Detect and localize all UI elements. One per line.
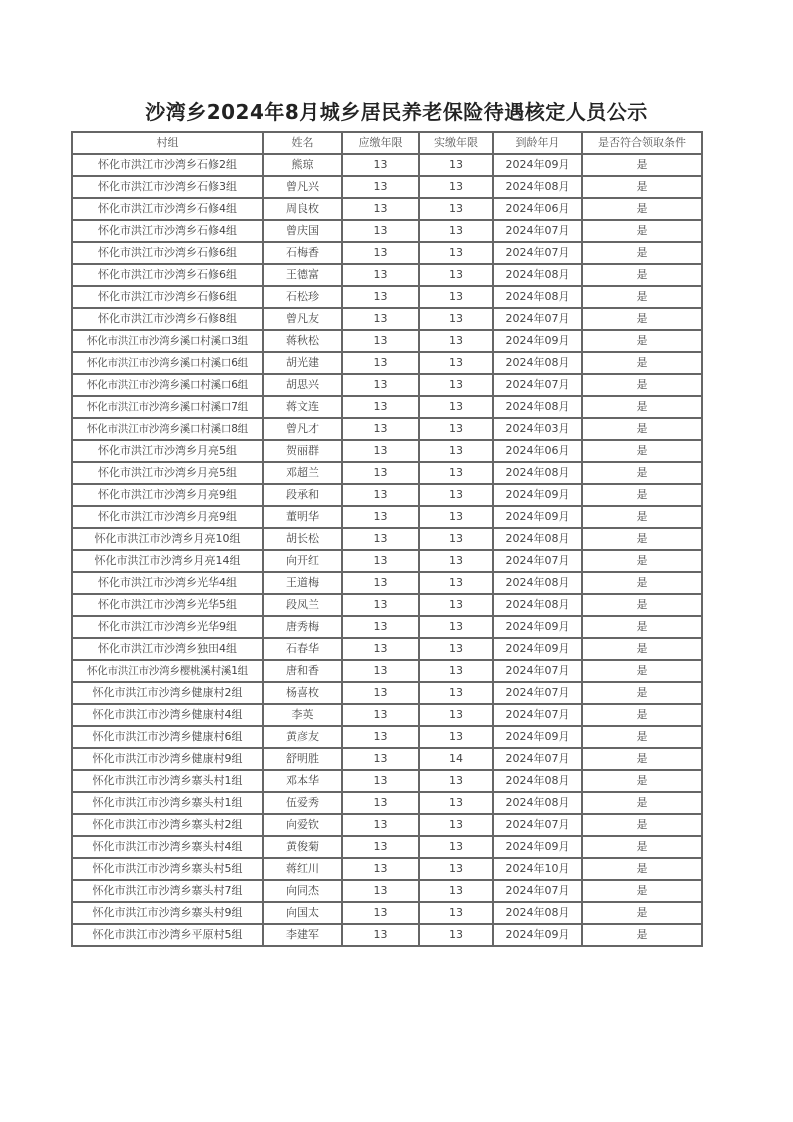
- cell-required-years: 13: [342, 308, 419, 330]
- cell-age-date: 2024年08月: [493, 396, 582, 418]
- cell-name: 蒋文连: [263, 396, 342, 418]
- cell-age-date: 2024年07月: [493, 308, 582, 330]
- cell-eligible: 是: [582, 616, 702, 638]
- cell-village: 怀化市洪江市沙湾乡石修6组: [72, 286, 263, 308]
- cell-name: 杨喜枚: [263, 682, 342, 704]
- table-row: [72, 902, 702, 924]
- cell-required-years: 13: [342, 418, 419, 440]
- table-row: [72, 154, 702, 176]
- cell-paid-years: 13: [419, 814, 493, 836]
- cell-name: 李英: [263, 704, 342, 726]
- cell-eligible: 是: [582, 902, 702, 924]
- cell-name: 邓本华: [263, 770, 342, 792]
- cell-name: 段承和: [263, 484, 342, 506]
- cell-village: 怀化市洪江市沙湾乡石修4组: [72, 198, 263, 220]
- cell-name: 胡光建: [263, 352, 342, 374]
- cell-paid-years: 13: [419, 682, 493, 704]
- cell-paid-years: 13: [419, 528, 493, 550]
- cell-paid-years: 13: [419, 462, 493, 484]
- cell-eligible: 是: [582, 418, 702, 440]
- table-row: [72, 374, 702, 396]
- cell-age-date: 2024年03月: [493, 418, 582, 440]
- cell-village: 怀化市洪江市沙湾乡月亮14组: [72, 550, 263, 572]
- cell-age-date: 2024年09月: [493, 836, 582, 858]
- cell-eligible: 是: [582, 198, 702, 220]
- cell-eligible: 是: [582, 594, 702, 616]
- table-row: [72, 352, 702, 374]
- cell-required-years: 13: [342, 264, 419, 286]
- cell-required-years: 13: [342, 770, 419, 792]
- table-row: [72, 286, 702, 308]
- table-row: [72, 506, 702, 528]
- table-row: [72, 594, 702, 616]
- table-row: [72, 528, 702, 550]
- table-row: [72, 198, 702, 220]
- cell-paid-years: 13: [419, 616, 493, 638]
- cell-age-date: 2024年09月: [493, 506, 582, 528]
- cell-paid-years: 13: [419, 924, 493, 946]
- table-row: [72, 220, 702, 242]
- cell-name: 向同杰: [263, 880, 342, 902]
- cell-village: 怀化市洪江市沙湾乡月亮5组: [72, 440, 263, 462]
- cell-name: 伍爱秀: [263, 792, 342, 814]
- cell-village: 怀化市洪江市沙湾乡独田4组: [72, 638, 263, 660]
- cell-village: 怀化市洪江市沙湾乡月亮5组: [72, 462, 263, 484]
- cell-village: 怀化市洪江市沙湾乡寨头村1组: [72, 792, 263, 814]
- cell-name: 董明华: [263, 506, 342, 528]
- cell-village: 怀化市洪江市沙湾乡光华5组: [72, 594, 263, 616]
- cell-village: 怀化市洪江市沙湾乡寨头村1组: [72, 770, 263, 792]
- cell-required-years: 13: [342, 660, 419, 682]
- cell-name: 曾凡才: [263, 418, 342, 440]
- cell-age-date: 2024年07月: [493, 242, 582, 264]
- cell-age-date: 2024年08月: [493, 264, 582, 286]
- cell-paid-years: 13: [419, 440, 493, 462]
- cell-eligible: 是: [582, 286, 702, 308]
- cell-eligible: 是: [582, 154, 702, 176]
- header-paid-years: 实缴年限: [419, 132, 493, 154]
- cell-name: 唐秀梅: [263, 616, 342, 638]
- cell-name: 曾庆国: [263, 220, 342, 242]
- cell-age-date: 2024年08月: [493, 572, 582, 594]
- cell-name: 蒋红川: [263, 858, 342, 880]
- cell-paid-years: 13: [419, 594, 493, 616]
- cell-eligible: 是: [582, 814, 702, 836]
- cell-paid-years: 13: [419, 352, 493, 374]
- cell-age-date: 2024年08月: [493, 462, 582, 484]
- cell-age-date: 2024年09月: [493, 726, 582, 748]
- cell-eligible: 是: [582, 682, 702, 704]
- cell-eligible: 是: [582, 704, 702, 726]
- cell-name: 唐和香: [263, 660, 342, 682]
- table-row: [72, 638, 702, 660]
- table-row: [72, 726, 702, 748]
- cell-name: 熊琼: [263, 154, 342, 176]
- cell-village: 怀化市洪江市沙湾乡健康村2组: [72, 682, 263, 704]
- cell-age-date: 2024年10月: [493, 858, 582, 880]
- cell-required-years: 13: [342, 704, 419, 726]
- cell-paid-years: 13: [419, 176, 493, 198]
- cell-required-years: 13: [342, 396, 419, 418]
- cell-eligible: 是: [582, 748, 702, 770]
- cell-village: 怀化市洪江市沙湾乡光华4组: [72, 572, 263, 594]
- cell-name: 曾凡兴: [263, 176, 342, 198]
- cell-required-years: 13: [342, 484, 419, 506]
- cell-required-years: 13: [342, 176, 419, 198]
- cell-village: 怀化市洪江市沙湾乡石修8组: [72, 308, 263, 330]
- cell-name: 石春华: [263, 638, 342, 660]
- cell-age-date: 2024年07月: [493, 880, 582, 902]
- cell-paid-years: 13: [419, 704, 493, 726]
- cell-name: 蒋秋松: [263, 330, 342, 352]
- cell-eligible: 是: [582, 836, 702, 858]
- cell-name: 向开红: [263, 550, 342, 572]
- table-row: [72, 440, 702, 462]
- cell-village: 怀化市洪江市沙湾乡寨头村5组: [72, 858, 263, 880]
- cell-paid-years: 13: [419, 242, 493, 264]
- cell-eligible: 是: [582, 726, 702, 748]
- cell-eligible: 是: [582, 242, 702, 264]
- cell-required-years: 13: [342, 880, 419, 902]
- table-row: [72, 264, 702, 286]
- cell-age-date: 2024年07月: [493, 748, 582, 770]
- table-row: [72, 924, 702, 946]
- cell-required-years: 13: [342, 726, 419, 748]
- cell-village: 怀化市洪江市沙湾乡月亮9组: [72, 506, 263, 528]
- table-row: [72, 462, 702, 484]
- cell-eligible: 是: [582, 792, 702, 814]
- cell-paid-years: 13: [419, 858, 493, 880]
- cell-paid-years: 13: [419, 880, 493, 902]
- cell-age-date: 2024年06月: [493, 440, 582, 462]
- cell-village: 怀化市洪江市沙湾乡月亮9组: [72, 484, 263, 506]
- cell-village: 怀化市洪江市沙湾乡溪口村溪口3组: [72, 330, 263, 352]
- cell-village: 怀化市洪江市沙湾乡寨头村4组: [72, 836, 263, 858]
- table-row: [72, 704, 702, 726]
- table-row: [72, 418, 702, 440]
- cell-village: 怀化市洪江市沙湾乡寨头村2组: [72, 814, 263, 836]
- cell-age-date: 2024年07月: [493, 374, 582, 396]
- cell-village: 怀化市洪江市沙湾乡樱桃溪村溪1组: [72, 660, 263, 682]
- cell-required-years: 13: [342, 330, 419, 352]
- table-row: [72, 660, 702, 682]
- cell-required-years: 13: [342, 814, 419, 836]
- cell-village: 怀化市洪江市沙湾乡寨头村7组: [72, 880, 263, 902]
- cell-required-years: 13: [342, 572, 419, 594]
- cell-required-years: 13: [342, 242, 419, 264]
- cell-name: 黄彦友: [263, 726, 342, 748]
- table-row: [72, 176, 702, 198]
- cell-required-years: 13: [342, 616, 419, 638]
- cell-age-date: 2024年08月: [493, 594, 582, 616]
- cell-required-years: 13: [342, 682, 419, 704]
- cell-paid-years: 13: [419, 506, 493, 528]
- cell-eligible: 是: [582, 462, 702, 484]
- pension-recipients-table: [71, 131, 703, 947]
- cell-age-date: 2024年07月: [493, 704, 582, 726]
- cell-village: 怀化市洪江市沙湾乡石修2组: [72, 154, 263, 176]
- cell-age-date: 2024年08月: [493, 286, 582, 308]
- cell-eligible: 是: [582, 880, 702, 902]
- cell-age-date: 2024年08月: [493, 792, 582, 814]
- header-required-years: 应缴年限: [342, 132, 419, 154]
- table-row: [72, 792, 702, 814]
- cell-eligible: 是: [582, 396, 702, 418]
- cell-village: 怀化市洪江市沙湾乡石修3组: [72, 176, 263, 198]
- cell-paid-years: 13: [419, 374, 493, 396]
- cell-village: 怀化市洪江市沙湾乡溪口村溪口6组: [72, 374, 263, 396]
- cell-paid-years: 13: [419, 418, 493, 440]
- cell-eligible: 是: [582, 484, 702, 506]
- cell-required-years: 13: [342, 440, 419, 462]
- table-row: [72, 330, 702, 352]
- cell-name: 段凤兰: [263, 594, 342, 616]
- cell-paid-years: 13: [419, 550, 493, 572]
- header-name: 姓名: [263, 132, 342, 154]
- cell-age-date: 2024年09月: [493, 330, 582, 352]
- cell-paid-years: 13: [419, 726, 493, 748]
- table-row: [72, 836, 702, 858]
- cell-eligible: 是: [582, 550, 702, 572]
- cell-required-years: 13: [342, 462, 419, 484]
- cell-age-date: 2024年09月: [493, 154, 582, 176]
- cell-eligible: 是: [582, 660, 702, 682]
- cell-age-date: 2024年09月: [493, 924, 582, 946]
- cell-name: 黄俊菊: [263, 836, 342, 858]
- table-header-row: [72, 132, 702, 154]
- cell-paid-years: 13: [419, 308, 493, 330]
- cell-paid-years: 13: [419, 836, 493, 858]
- cell-paid-years: 13: [419, 484, 493, 506]
- cell-eligible: 是: [582, 440, 702, 462]
- table-row: [72, 572, 702, 594]
- header-eligible: 是否符合领取条件: [582, 132, 702, 154]
- cell-eligible: 是: [582, 770, 702, 792]
- cell-required-years: 13: [342, 374, 419, 396]
- cell-name: 李建军: [263, 924, 342, 946]
- table-row: [72, 748, 702, 770]
- cell-eligible: 是: [582, 638, 702, 660]
- cell-age-date: 2024年07月: [493, 682, 582, 704]
- cell-name: 王道梅: [263, 572, 342, 594]
- cell-required-years: 13: [342, 286, 419, 308]
- cell-required-years: 13: [342, 748, 419, 770]
- cell-paid-years: 14: [419, 748, 493, 770]
- table-row: [72, 858, 702, 880]
- table-row: [72, 550, 702, 572]
- cell-required-years: 13: [342, 638, 419, 660]
- cell-age-date: 2024年09月: [493, 638, 582, 660]
- table-row: [72, 308, 702, 330]
- cell-name: 贺丽群: [263, 440, 342, 462]
- cell-name: 胡思兴: [263, 374, 342, 396]
- cell-age-date: 2024年06月: [493, 198, 582, 220]
- cell-paid-years: 13: [419, 286, 493, 308]
- cell-eligible: 是: [582, 308, 702, 330]
- cell-name: 石松珍: [263, 286, 342, 308]
- cell-required-years: 13: [342, 902, 419, 924]
- cell-village: 怀化市洪江市沙湾乡光华9组: [72, 616, 263, 638]
- cell-required-years: 13: [342, 352, 419, 374]
- cell-village: 怀化市洪江市沙湾乡月亮10组: [72, 528, 263, 550]
- cell-age-date: 2024年08月: [493, 352, 582, 374]
- cell-village: 怀化市洪江市沙湾乡寨头村9组: [72, 902, 263, 924]
- cell-age-date: 2024年08月: [493, 902, 582, 924]
- cell-eligible: 是: [582, 264, 702, 286]
- cell-paid-years: 13: [419, 638, 493, 660]
- cell-required-years: 13: [342, 836, 419, 858]
- cell-eligible: 是: [582, 528, 702, 550]
- cell-paid-years: 13: [419, 198, 493, 220]
- cell-village: 怀化市洪江市沙湾乡溪口村溪口6组: [72, 352, 263, 374]
- cell-age-date: 2024年08月: [493, 528, 582, 550]
- table-body: [72, 154, 702, 946]
- cell-age-date: 2024年07月: [493, 660, 582, 682]
- cell-paid-years: 13: [419, 572, 493, 594]
- cell-required-years: 13: [342, 792, 419, 814]
- table-row: [72, 814, 702, 836]
- cell-paid-years: 13: [419, 154, 493, 176]
- cell-eligible: 是: [582, 352, 702, 374]
- cell-required-years: 13: [342, 220, 419, 242]
- cell-eligible: 是: [582, 506, 702, 528]
- cell-village: 怀化市洪江市沙湾乡石修4组: [72, 220, 263, 242]
- cell-village: 怀化市洪江市沙湾乡健康村4组: [72, 704, 263, 726]
- table-row: [72, 396, 702, 418]
- cell-name: 邓超兰: [263, 462, 342, 484]
- table-row: [72, 770, 702, 792]
- page-title: 沙湾乡2024年8月城乡居民养老保险待遇核定人员公示: [145, 100, 648, 124]
- cell-required-years: 13: [342, 506, 419, 528]
- cell-paid-years: 13: [419, 792, 493, 814]
- cell-eligible: 是: [582, 176, 702, 198]
- cell-age-date: 2024年08月: [493, 770, 582, 792]
- header-village: 村组: [72, 132, 263, 154]
- table-row: [72, 616, 702, 638]
- cell-eligible: 是: [582, 924, 702, 946]
- cell-village: 怀化市洪江市沙湾乡平原村5组: [72, 924, 263, 946]
- cell-age-date: 2024年07月: [493, 220, 582, 242]
- cell-name: 王德富: [263, 264, 342, 286]
- table-row: [72, 484, 702, 506]
- cell-village: 怀化市洪江市沙湾乡溪口村溪口8组: [72, 418, 263, 440]
- cell-eligible: 是: [582, 330, 702, 352]
- cell-eligible: 是: [582, 220, 702, 242]
- cell-required-years: 13: [342, 858, 419, 880]
- cell-name: 舒明胜: [263, 748, 342, 770]
- cell-paid-years: 13: [419, 396, 493, 418]
- cell-age-date: 2024年09月: [493, 616, 582, 638]
- cell-name: 向爱钦: [263, 814, 342, 836]
- cell-required-years: 13: [342, 550, 419, 572]
- cell-name: 石梅香: [263, 242, 342, 264]
- cell-paid-years: 13: [419, 902, 493, 924]
- cell-paid-years: 13: [419, 770, 493, 792]
- cell-required-years: 13: [342, 924, 419, 946]
- cell-paid-years: 13: [419, 264, 493, 286]
- table-row: [72, 242, 702, 264]
- cell-age-date: 2024年07月: [493, 814, 582, 836]
- cell-eligible: 是: [582, 572, 702, 594]
- header-age-date: 到龄年月: [493, 132, 582, 154]
- cell-village: 怀化市洪江市沙湾乡石修6组: [72, 242, 263, 264]
- cell-required-years: 13: [342, 528, 419, 550]
- cell-required-years: 13: [342, 154, 419, 176]
- cell-age-date: 2024年09月: [493, 484, 582, 506]
- cell-name: 胡长松: [263, 528, 342, 550]
- cell-paid-years: 13: [419, 220, 493, 242]
- cell-village: 怀化市洪江市沙湾乡溪口村溪口7组: [72, 396, 263, 418]
- cell-name: 曾凡友: [263, 308, 342, 330]
- cell-village: 怀化市洪江市沙湾乡健康村9组: [72, 748, 263, 770]
- cell-name: 向国太: [263, 902, 342, 924]
- table-row: [72, 682, 702, 704]
- cell-village: 怀化市洪江市沙湾乡石修6组: [72, 264, 263, 286]
- cell-eligible: 是: [582, 858, 702, 880]
- table-row: [72, 880, 702, 902]
- cell-paid-years: 13: [419, 660, 493, 682]
- cell-paid-years: 13: [419, 330, 493, 352]
- cell-name: 周良枚: [263, 198, 342, 220]
- cell-required-years: 13: [342, 594, 419, 616]
- cell-village: 怀化市洪江市沙湾乡健康村6组: [72, 726, 263, 748]
- cell-eligible: 是: [582, 374, 702, 396]
- cell-required-years: 13: [342, 198, 419, 220]
- cell-age-date: 2024年08月: [493, 176, 582, 198]
- cell-age-date: 2024年07月: [493, 550, 582, 572]
